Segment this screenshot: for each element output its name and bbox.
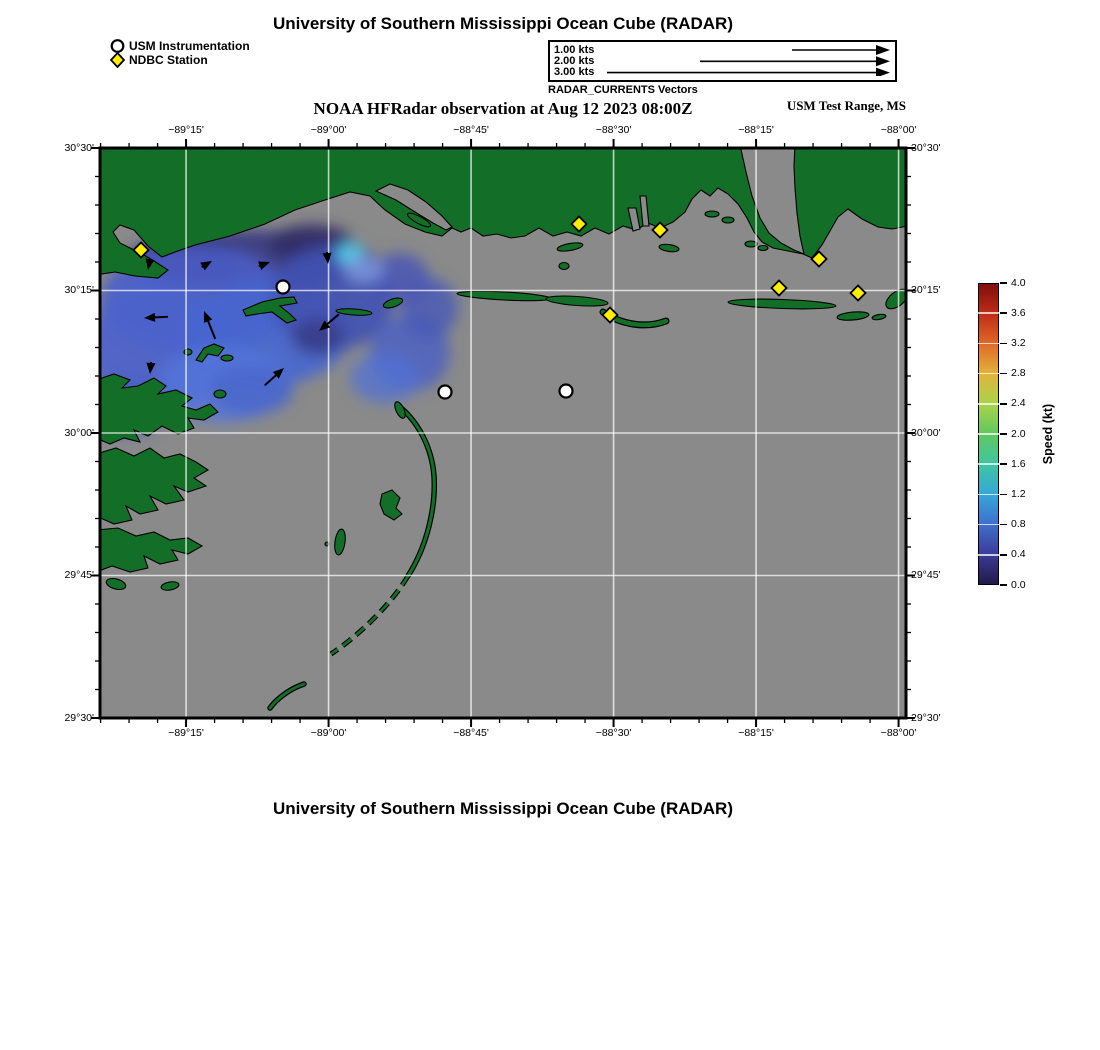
usm-instrumentation-marker <box>277 281 290 294</box>
y-axis-label-left: 30°00' <box>64 426 94 439</box>
colorbar-tick <box>1000 584 1007 586</box>
y-axis-label-right: 30°15' <box>911 284 941 296</box>
colorbar-tick <box>1000 463 1007 465</box>
colorbar-tick-label: 0.4 <box>1011 548 1026 561</box>
colorbar-gridline <box>978 433 999 435</box>
x-axis-label-top: −89°00' <box>310 124 347 136</box>
current-arrow-tail <box>155 317 168 318</box>
colorbar-tick-label: 2.8 <box>1011 367 1026 380</box>
colorbar-tick <box>1000 403 1007 405</box>
x-axis-label-top: −88°45' <box>453 124 489 136</box>
colorbar-tick-label: 1.2 <box>1011 487 1026 500</box>
legend-item-usm <box>109 38 250 53</box>
colorbar-tick <box>1000 373 1007 375</box>
vector-scale-label-1: 1.00 kts <box>554 44 595 56</box>
colorbar-gridline <box>978 373 999 375</box>
speed-blob <box>344 257 384 283</box>
islet <box>221 355 233 361</box>
colorbar-tick <box>1000 312 1007 314</box>
colorbar-tick <box>1000 282 1007 284</box>
speed-blob <box>292 319 344 355</box>
colorbar-tick-label: 0.8 <box>1011 518 1026 531</box>
x-axis-label-bottom: −89°15' <box>168 727 204 739</box>
islet <box>214 390 226 398</box>
colorbar-tick-label: 0.0 <box>1011 578 1026 591</box>
speed-blob <box>350 353 420 403</box>
x-axis-label-bottom: −89°00' <box>310 727 347 739</box>
vector-scale-label-3: 3.00 kts <box>554 66 595 78</box>
x-axis-label-bottom: −88°45' <box>453 727 489 739</box>
y-axis-label-right: 29°45' <box>911 569 941 581</box>
colorbar-tick <box>1000 343 1007 345</box>
vector-scale-caption: RADAR_CURRENTS Vectors <box>548 84 698 96</box>
colorbar-gridline <box>978 343 999 345</box>
colorbar-gridline <box>978 403 999 405</box>
usm-instrumentation-marker <box>560 385 573 398</box>
x-axis-label-bottom: −88°15' <box>738 727 774 739</box>
legend-label-ndbc: NDBC Station <box>129 52 208 67</box>
colorbar-tick-label: 3.6 <box>1011 306 1026 319</box>
vector-scale-arrows <box>550 42 891 76</box>
x-axis-label-bottom: −88°30' <box>595 727 632 739</box>
colorbar-tick <box>1000 433 1007 435</box>
colorbar-gridline <box>978 463 999 465</box>
vector-scale-box <box>548 40 897 82</box>
islet <box>745 241 757 247</box>
colorbar-gridline <box>978 312 999 314</box>
x-axis-label-top: −88°00' <box>880 124 917 136</box>
x-axis-label-top: −88°30' <box>595 124 632 136</box>
islet <box>705 211 719 217</box>
colorbar-title: Speed (kt) <box>1041 403 1055 465</box>
ndbc-diamond-icon <box>109 52 126 68</box>
x-axis-label-top: −89°15' <box>168 124 204 136</box>
islet <box>722 217 734 223</box>
speed-blob <box>402 278 458 338</box>
colorbar-tick-label: 3.2 <box>1011 336 1026 349</box>
colorbar-gridline <box>978 524 999 526</box>
x-axis-label-top: −88°15' <box>738 124 774 136</box>
vector-scale-label-2: 2.00 kts <box>554 55 595 67</box>
y-axis-label-left: 29°45' <box>64 569 94 581</box>
colorbar-gridline <box>978 554 999 556</box>
colorbar-gridline <box>978 494 999 496</box>
usm-instrumentation-marker <box>439 386 452 399</box>
colorbar-tick-label: 1.6 <box>1011 457 1026 470</box>
observation-subtitle: NOAA HFRadar observation at Aug 12 2023 08:00Z <box>313 99 693 118</box>
y-axis-label-left: 30°15' <box>64 284 94 296</box>
islet <box>758 246 768 251</box>
footer-caption: University of Southern Mississippi Ocean Cube (RADAR) <box>272 799 733 818</box>
x-axis-label-bottom: −88°00' <box>880 727 917 739</box>
map <box>80 128 926 738</box>
current-arrow-tail <box>202 267 203 268</box>
page-title: University of Southern Mississippi Ocean Cube (RADAR) <box>272 14 733 33</box>
range-label: USM Test Range, MS <box>786 98 906 113</box>
colorbar-tick <box>1000 524 1007 526</box>
colorbar-tick <box>1000 554 1007 556</box>
islet <box>559 263 569 270</box>
y-axis-label-right: 30°30' <box>911 141 941 154</box>
y-axis-label-left: 30°30' <box>64 141 94 154</box>
colorbar-tick-label: 4.0 <box>1011 276 1026 289</box>
colorbar-tick <box>1000 494 1007 496</box>
colorbar-tick-label: 2.4 <box>1011 397 1026 410</box>
y-axis-label-left: 29°30' <box>64 711 94 724</box>
y-axis-label-right: 30°00' <box>911 426 941 439</box>
y-axis-label-right: 29°30' <box>911 711 941 724</box>
colorbar-tick-label: 2.0 <box>1011 427 1026 440</box>
legend-item-ndbc <box>109 52 208 67</box>
islet <box>184 349 192 355</box>
legend-label-usm: USM Instrumentation <box>129 38 250 53</box>
